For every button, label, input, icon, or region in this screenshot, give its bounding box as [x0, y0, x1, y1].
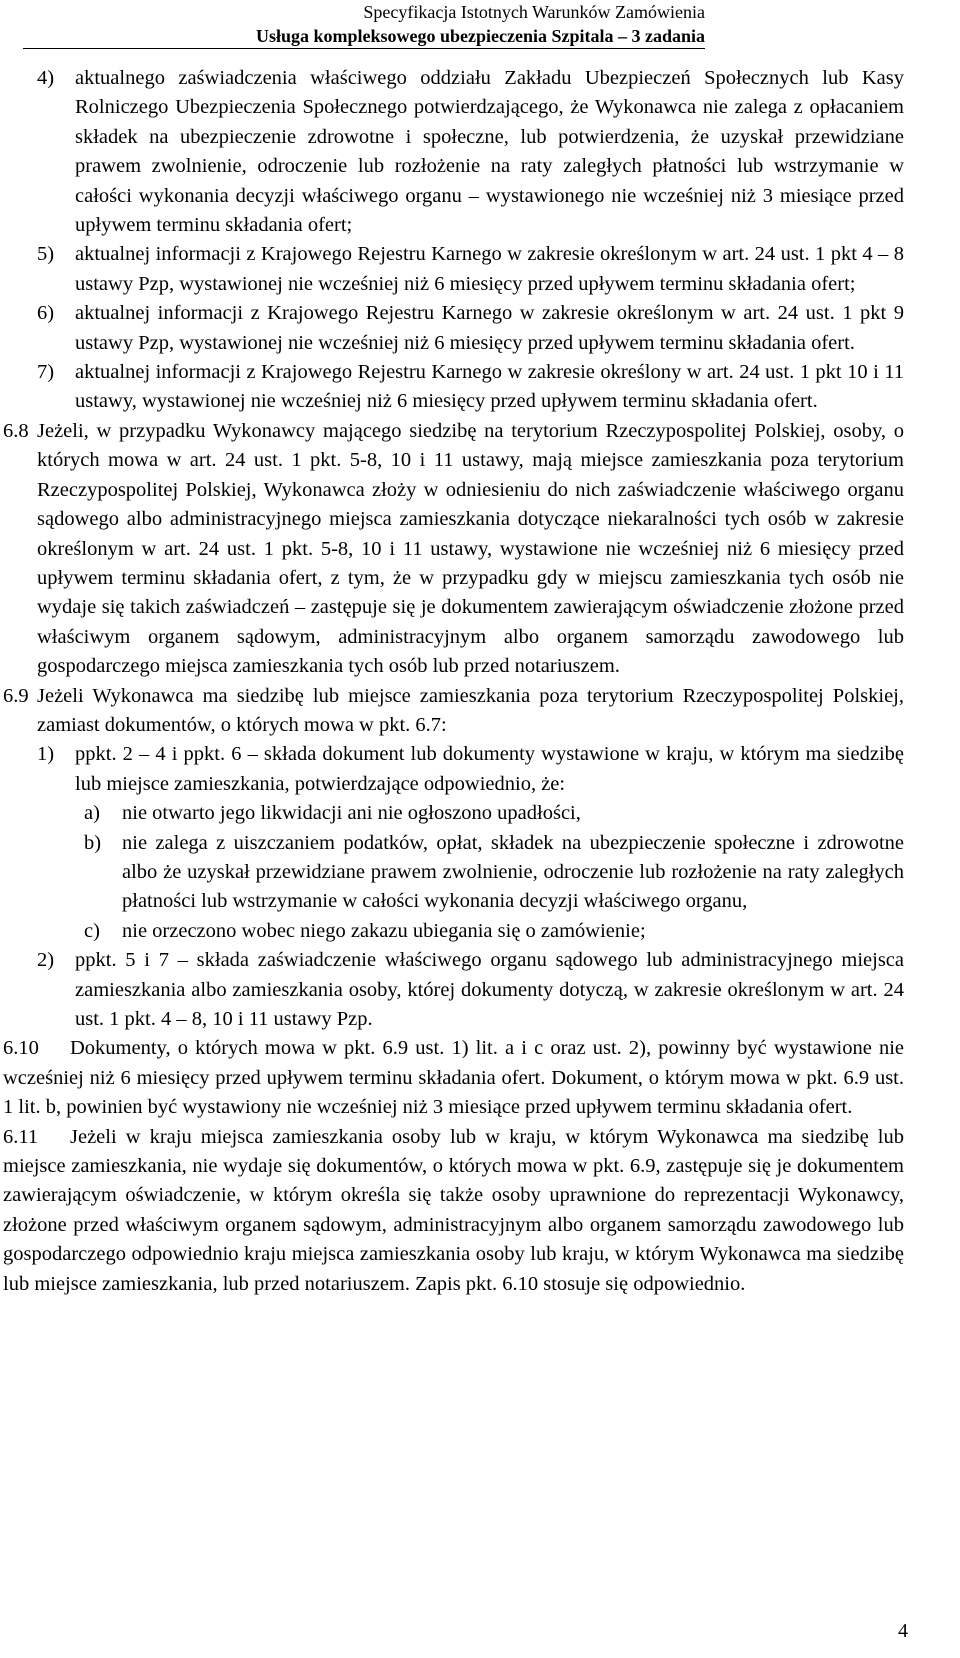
letter-text: nie zalega z uiszczaniem podatków, opłat, składek na ubezpieczenie społeczne i zdrowotne albo że uzyskał przewidziane prawem zwolnienie, odroczenie lub rozłożenie na raty zaległych płatności lub wstrzymanie w całości wykonania decyzji właściwego organu,: [122, 831, 904, 913]
subsection-number: 1): [37, 743, 55, 766]
list-item: [37, 64, 904, 240]
page-number: 4: [898, 1620, 908, 1642]
letter-text: nie otwarto jego likwidacji ani nie ogłoszono upadłości,: [122, 802, 581, 825]
item-text: aktualnej informacji z Krajowego Rejestru Karnego w zakresie określonym w art. 24 ust. 1 pkt 4 – 8 ustawy Pzp, wystawionej nie wcześniej niż 6 miesięcy przed upływem terminu składania ofert;: [75, 243, 904, 295]
letter-label: a): [84, 802, 100, 825]
section-number: 6.9: [3, 684, 29, 707]
section-text: Jeżeli w kraju miejsca zamieszkania osoby lub w kraju, w którym Wykonawca ma siedzibę lub miejsce zamieszkania, nie wydaje się dokumentów, o których mowa w pkt. 6.9, zastępuje się je dokumentem zawierającym oświadczenie, w którym określa się także osoby uprawnione do reprezentacji Wykonawcy, złożone przed właściwym organem sądowym, administracyjnym albo organem samorządu zawodowego lub gospodarczego odpowiednio kraju miejsca zamieszkania osoby lub kraju, w którym Wykonawca ma siedzibę lub miejsce zamieszkania, lub przed notariuszem. Zapis pkt. 6.10 stosuje się odpowiednio.: [3, 1125, 904, 1295]
letter-label: b): [84, 831, 102, 854]
item-text: aktualnej informacji z Krajowego Rejestru Karnego w zakresie określonym w art. 24 ust. 1 pkt 9 ustawy Pzp, wystawionej nie wcześniej niż 6 miesięcy przed upływem terminu składania ofert.: [75, 302, 904, 354]
header-rule: [23, 48, 705, 49]
section-6-10: [3, 1034, 904, 1122]
list-item: [37, 299, 904, 358]
letter-text: nie orzeczono wobec niego zakazu ubiegania się o zamówienie;: [122, 919, 646, 942]
section-6-11: [3, 1123, 904, 1299]
section-text: Jeżeli Wykonawca ma siedzibę lub miejsce zamieszkania poza terytorium Rzeczypospolitej Polskiej, zamiast dokumentów, o których mowa w pkt. 6.7:: [37, 684, 904, 736]
section-number: 6.10: [3, 1037, 39, 1060]
letter-item: [37, 829, 904, 917]
item-number: 5): [37, 243, 55, 266]
item-text: aktualnego zaświadczenia właściwego oddziału Zakładu Ubezpieczeń Społecznych lub Kasy Rolniczego Ubezpieczenia Społecznego potwierdzającego, że Wykonawca nie zalega z opłacaniem składek na ubezpieczenie zdrowotne i społeczne, lub potwierdzenia, że uzyskał przewidziane prawem zwolnienie, odroczenie lub rozłożenie na raty zaległych płatności lub wstrzymanie w całości wykonania decyzji właściwego organu – wystawionego nie wcześniej niż 3 miesiące przed upływem terminu składania ofert;: [75, 67, 904, 237]
subsection-2: [37, 946, 904, 1034]
section-number: 6.11: [3, 1125, 39, 1148]
section-text: Dokumenty, o których mowa w pkt. 6.9 ust. 1) lit. a i c oraz ust. 2), powinny być wystawione nie wcześniej niż 6 miesięcy przed upływem terminu składania ofert. Dokument, o którym mowa w pkt. 6.9 ust. 1 lit. b, powinien być wystawiony nie wcześniej niż 3 miesiące przed upływem terminu składania ofert.: [3, 1037, 904, 1119]
page-header: [256, 0, 705, 48]
section-6-9: [3, 682, 904, 741]
letter-label: c): [84, 919, 100, 942]
item-number: 6): [37, 302, 55, 325]
subsection-number: 2): [37, 949, 55, 972]
item-number: 4): [37, 67, 55, 89]
item-number: 7): [37, 361, 55, 384]
document-body: [3, 64, 904, 1299]
subsection-text: ppkt. 5 i 7 – składa zaświadczenie właściwego organu sądowego lub administracyjnego miejsca zamieszkania albo zamieszkania osoby, której dokumenty dotyczą, w zakresie określonym w art. 24 ust. 1 pkt. 4 – 8, 10 i 11 ustawy Pzp.: [75, 949, 904, 1030]
header-title: Specyfikacja Istotnych Warunków Zamówienia: [363, 2, 705, 22]
list-item: [37, 358, 904, 417]
header-subtitle: Usługa kompleksowego ubezpieczenia Szpitala – 3 zadania: [255, 26, 705, 46]
section-6-8: [3, 417, 904, 682]
list-item: [37, 240, 904, 299]
section-text: Jeżeli, w przypadku Wykonawcy mającego siedzibę na terytorium Rzeczypospolitej Polskiej, osoby, o których mowa w art. 24 ust. 1 pkt. 5-8, 10 i 11 ustawy, mają miejsce zamieszkania poza terytorium Rzeczypospolitej Polskiej, Wykonawca złoży w odniesieniu do nich zaświadczenie właściwego organu sądowego albo administracyjnego miejsca zamieszkania dotyczące niekaralności tych osób w zakresie określonym w art. 24 ust. 1 pkt. 5-8, 10 i 11 ustawy, wystawione nie wcześniej niż 6 miesięcy przed upływem terminu składania ofert, z tym, że w przypadku gdy w miejscu zamieszkania tych osób nie wydaje się takich zaświadczeń – zastępuje się je dokumentem zawierającym oświadczenie złożone przed właściwym organem sądowym, administracyjnym albo organem samorządu zawodowego lub gospodarczego miejsca zamieszkania tych osób lub przed notariuszem.: [37, 419, 904, 678]
letter-item: [37, 799, 904, 828]
item-text: aktualnej informacji z Krajowego Rejestru Karnego w zakresie określony w art. 24 ust. 1 pkt 10 i 11 ustawy, wystawionej nie wcześniej niż 6 miesięcy przed upływem terminu składania ofert.: [75, 361, 904, 413]
letter-item: [37, 917, 904, 946]
section-number: 6.8: [3, 419, 29, 442]
subsection-1: [37, 740, 904, 799]
subsection-text: ppkt. 2 – 4 i ppkt. 6 – składa dokument lub dokumenty wystawione w kraju, w którym ma siedzibę lub miejsce zamieszkania, potwierdzające odpowiednio, że:: [75, 743, 904, 795]
